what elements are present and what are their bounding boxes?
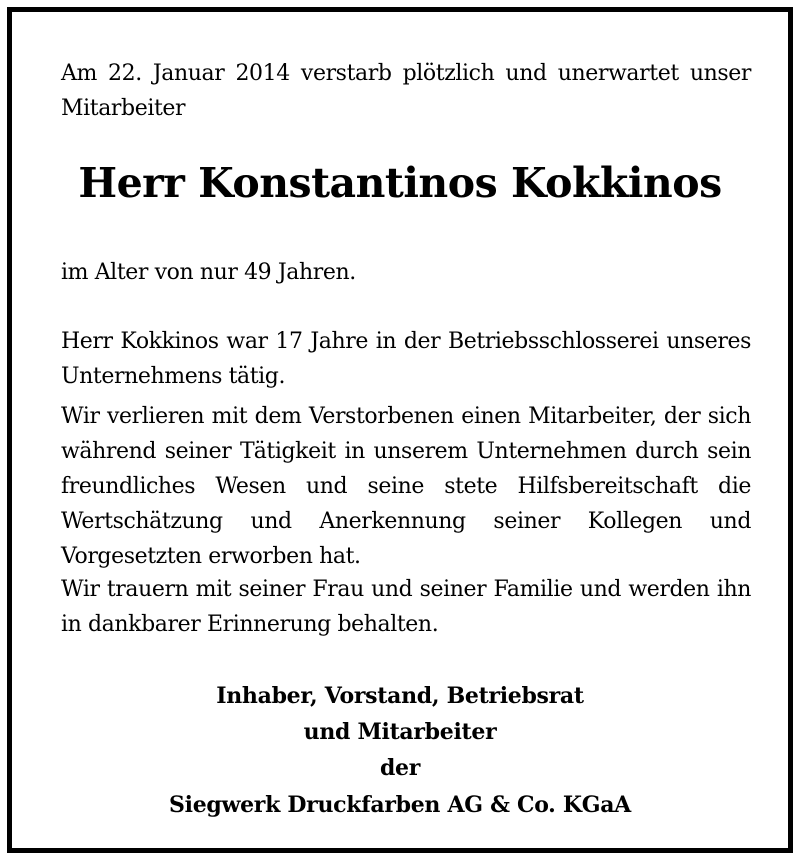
age-line: im Alter von nur 49 Jahren. (61, 260, 356, 285)
signature-line-der: der (379, 755, 421, 781)
signature-line-staff: und Mitarbeiter (303, 719, 497, 745)
condolence-paragraph: Wir trauern mit seiner Frau und seiner Familie und werden ihn in dankbarer Erinnerung behalten. (61, 577, 751, 637)
intro-text: Am 22. Januar 2014 verstarb plötzlich und unerwartet unser Mitarbeiter (61, 61, 751, 121)
tribute-paragraph: Wir verlieren mit dem Verstorbenen einen Mitarbeiter, der sich während seiner Tätigkeit in unserem Unternehmen durch sein freundliches Wesen und seine stete Hilfsbereitschaft die Wertschätzung und Anerkennung seiner Kollegen und Vorgesetzten erworben hat. (61, 404, 751, 569)
service-paragraph: Herr Kokkinos war 17 Jahre in der Betriebsschlosserei unseres Unternehmens tätig. (61, 329, 751, 389)
signature-line-company: Siegwerk Druckfarben AG & Co. KGaA (169, 792, 631, 818)
obituary-notice (7, 7, 793, 853)
signature-line-owners: Inhaber, Vorstand, Betriebsrat (216, 683, 584, 709)
deceased-name: Herr Konstantinos Kokkinos (78, 159, 722, 207)
